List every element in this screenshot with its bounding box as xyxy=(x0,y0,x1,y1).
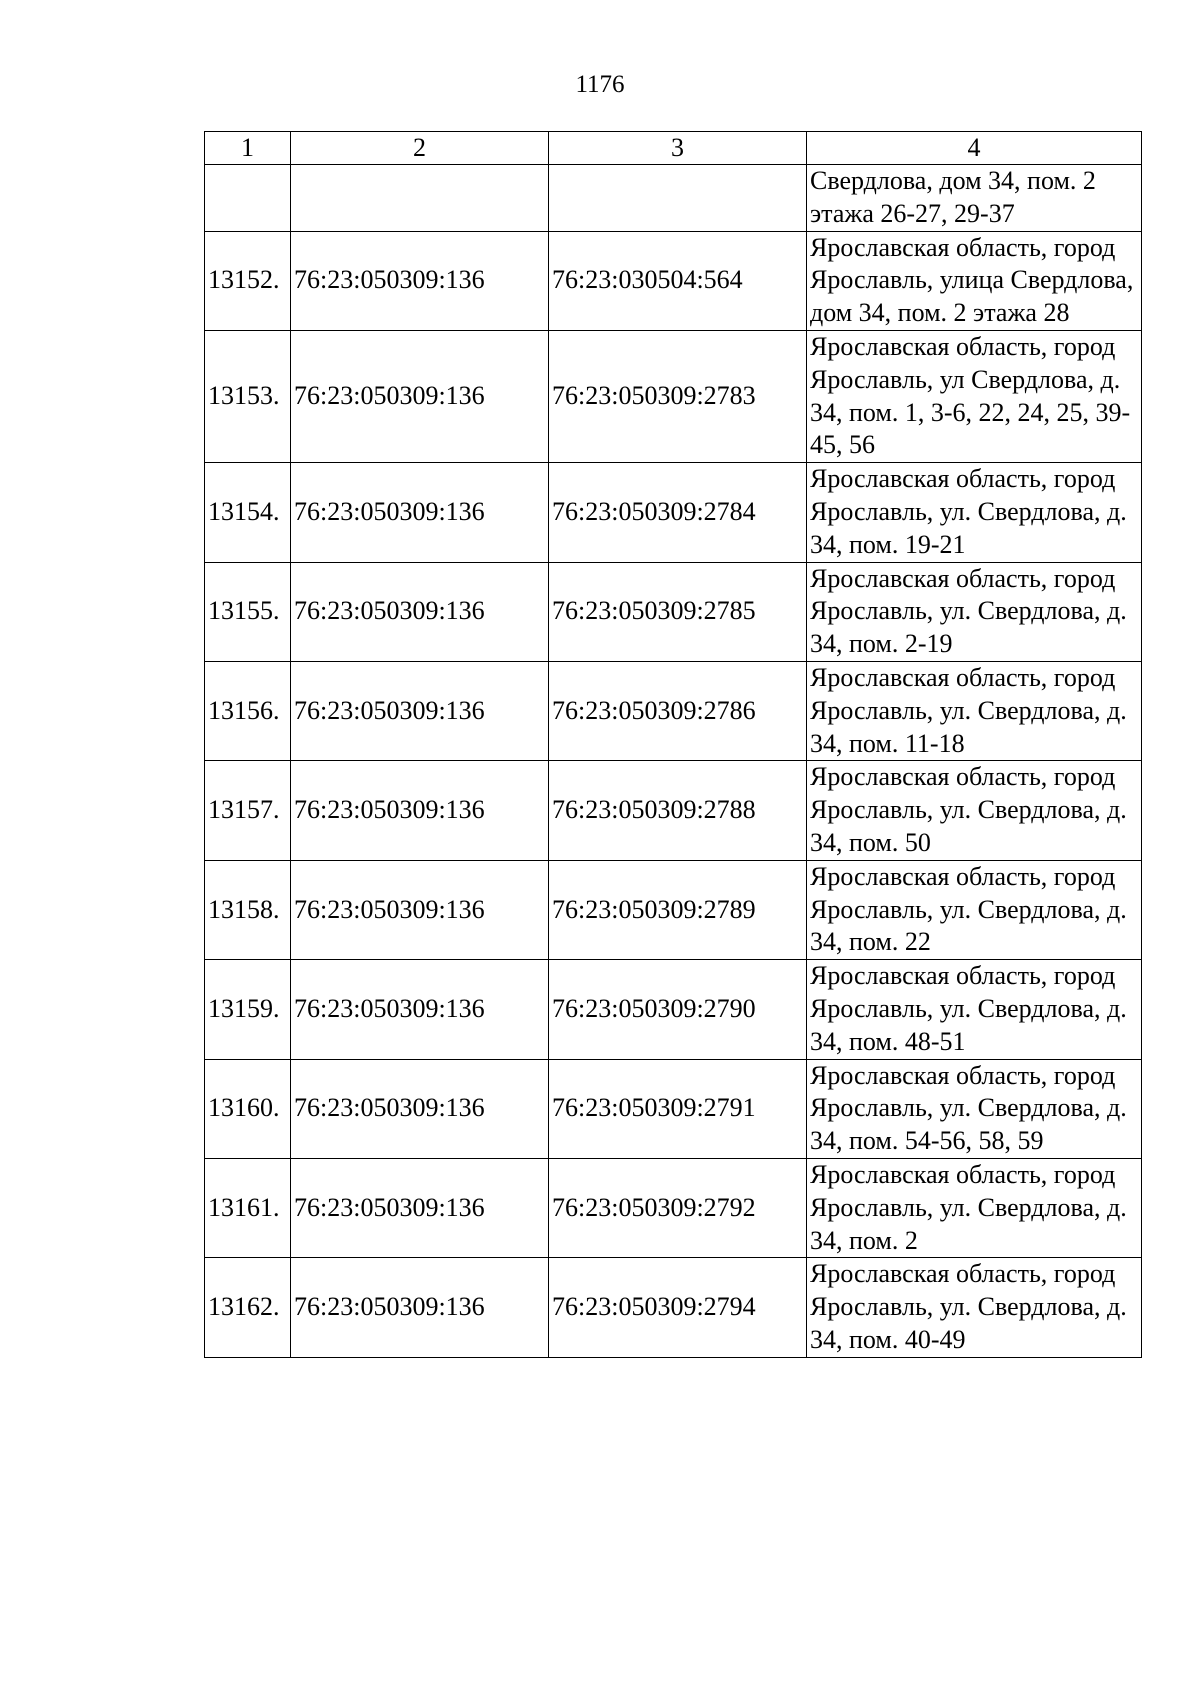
address: Ярославская область, город Ярославль, ул. Свердлова, д. 34, пом. 54-56, 58, 59 xyxy=(807,1059,1142,1158)
row-number: 13154. xyxy=(205,463,291,562)
address: Ярославская область, город Ярославль, ул. Свердлова, д. 34, пом. 50 xyxy=(807,761,1142,860)
table-row xyxy=(205,165,1142,232)
cadastral-number-2 xyxy=(549,165,807,232)
address: Ярославская область, город Ярославль, улица Свердлова, дом 34, пом. 2 этажа 28 xyxy=(807,231,1142,330)
row-number: 13156. xyxy=(205,661,291,760)
cadastral-number-1: 76:23:050309:136 xyxy=(291,761,549,860)
header-col-2: 2 xyxy=(291,132,549,165)
table-row xyxy=(205,330,1142,462)
address: Ярославская область, город Ярославль, ул. Свердлова, д. 34, пом. 11-18 xyxy=(807,661,1142,760)
table-row xyxy=(205,1258,1142,1357)
cadastral-number-1: 76:23:050309:136 xyxy=(291,1059,549,1158)
table-row xyxy=(205,562,1142,661)
row-number: 13155. xyxy=(205,562,291,661)
cadastral-number-2: 76:23:050309:2792 xyxy=(549,1158,807,1257)
cadastral-number-2: 76:23:050309:2789 xyxy=(549,860,807,959)
cadastral-number-1: 76:23:050309:136 xyxy=(291,463,549,562)
cadastral-number-1: 76:23:050309:136 xyxy=(291,231,549,330)
address: Ярославская область, город Ярославль, ул Свердлова, д. 34, пом. 1, 3-6, 22, 24, 25, 39-45, 56 xyxy=(807,330,1142,462)
cadastral-number-1: 76:23:050309:136 xyxy=(291,330,549,462)
address: Ярославская область, город Ярославль, ул. Свердлова, д. 34, пом. 19-21 xyxy=(807,463,1142,562)
address: Ярославская область, город Ярославль, ул. Свердлова, д. 34, пом. 22 xyxy=(807,860,1142,959)
cadastral-number-2: 76:23:050309:2783 xyxy=(549,330,807,462)
cadastral-number-2: 76:23:050309:2794 xyxy=(549,1258,807,1357)
header-col-3: 3 xyxy=(549,132,807,165)
cadastral-number-1: 76:23:050309:136 xyxy=(291,860,549,959)
cadastral-number-1: 76:23:050309:136 xyxy=(291,1258,549,1357)
cadastral-number-1: 76:23:050309:136 xyxy=(291,1158,549,1257)
cadastral-number-1: 76:23:050309:136 xyxy=(291,960,549,1059)
table-row xyxy=(205,761,1142,860)
address: Ярославская область, город Ярославль, ул. Свердлова, д. 34, пом. 40-49 xyxy=(807,1258,1142,1357)
row-number xyxy=(205,165,291,232)
table-header xyxy=(205,132,1142,165)
row-number: 13157. xyxy=(205,761,291,860)
address: Свердлова, дом 34, пом. 2 этажа 26-27, 29-37 xyxy=(807,165,1142,232)
header-col-4: 4 xyxy=(807,132,1142,165)
header-row xyxy=(205,132,1142,165)
row-number: 13162. xyxy=(205,1258,291,1357)
address: Ярославская область, город Ярославль, ул. Свердлова, д. 34, пом. 2 xyxy=(807,1158,1142,1257)
registry-table xyxy=(204,131,1142,1358)
cadastral-number-2: 76:23:050309:2791 xyxy=(549,1059,807,1158)
row-number: 13152. xyxy=(205,231,291,330)
table-row xyxy=(205,860,1142,959)
table-row xyxy=(205,463,1142,562)
table-row xyxy=(205,661,1142,760)
table-row xyxy=(205,1158,1142,1257)
address: Ярославская область, город Ярославль, ул. Свердлова, д. 34, пом. 48-51 xyxy=(807,960,1142,1059)
row-number: 13160. xyxy=(205,1059,291,1158)
table-row xyxy=(205,960,1142,1059)
table-row xyxy=(205,231,1142,330)
cadastral-number-1: 76:23:050309:136 xyxy=(291,562,549,661)
row-number: 13158. xyxy=(205,860,291,959)
header-col-1: 1 xyxy=(205,132,291,165)
page-number: 1176 xyxy=(575,71,625,98)
row-number: 13153. xyxy=(205,330,291,462)
cadastral-number-2: 76:23:050309:2784 xyxy=(549,463,807,562)
cadastral-number-2: 76:23:050309:2785 xyxy=(549,562,807,661)
cadastral-number-2: 76:23:030504:564 xyxy=(549,231,807,330)
cadastral-number-1 xyxy=(291,165,549,232)
table-body xyxy=(205,165,1142,1358)
address: Ярославская область, город Ярославль, ул. Свердлова, д. 34, пом. 2-19 xyxy=(807,562,1142,661)
row-number: 13161. xyxy=(205,1158,291,1257)
cadastral-number-2: 76:23:050309:2786 xyxy=(549,661,807,760)
cadastral-number-2: 76:23:050309:2790 xyxy=(549,960,807,1059)
row-number: 13159. xyxy=(205,960,291,1059)
table-row xyxy=(205,1059,1142,1158)
cadastral-number-2: 76:23:050309:2788 xyxy=(549,761,807,860)
cadastral-number-1: 76:23:050309:136 xyxy=(291,661,549,760)
